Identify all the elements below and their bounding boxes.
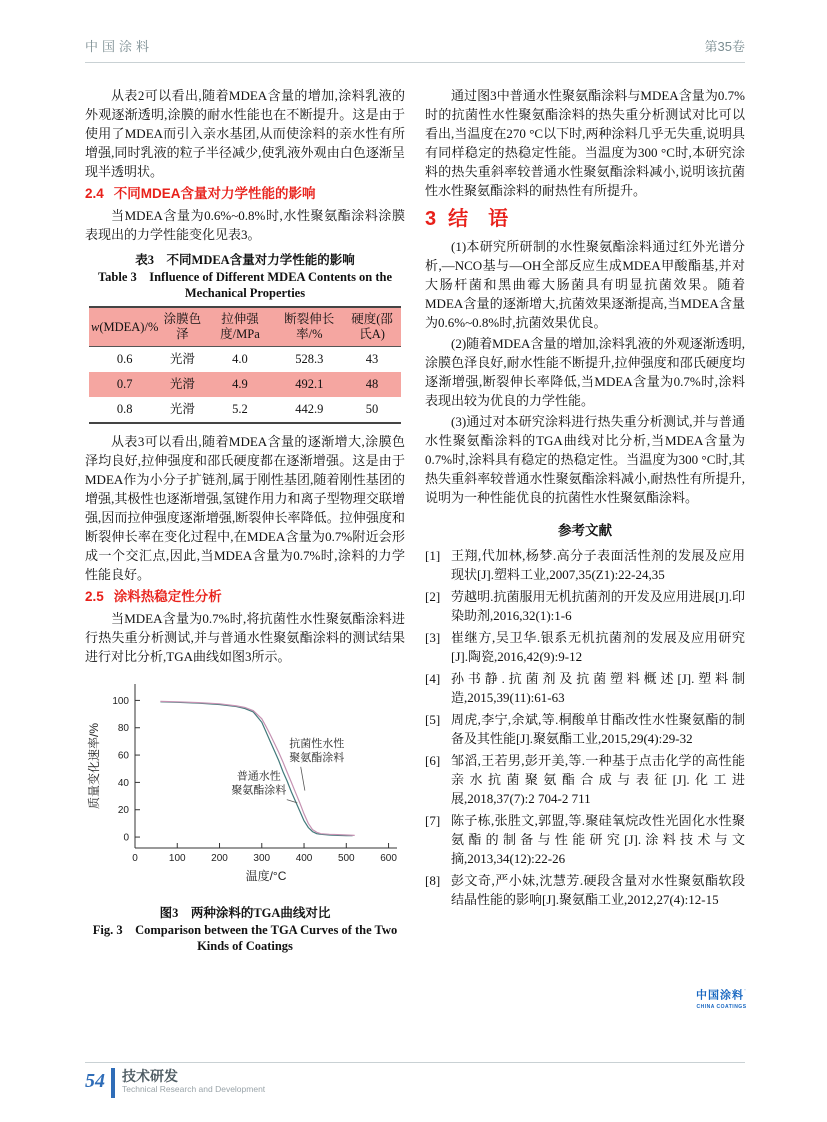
reference-number: [2] <box>425 589 441 604</box>
page-header <box>85 36 745 63</box>
table-header-cell: w(MDEA)/% <box>89 307 160 347</box>
table-cell: 43 <box>365 352 379 366</box>
reference-item <box>425 628 745 666</box>
page-footer <box>85 1068 265 1098</box>
x-tick-label: 400 <box>295 853 313 864</box>
footer-accent-bar <box>111 1068 115 1098</box>
x-tick-label: 100 <box>168 853 186 864</box>
x-axis-title: 温度/°C <box>245 869 287 883</box>
reference-text: 周虎,李宁,余斌,等.桐酸单甘酯改性水性聚氨酯的制备及其性能[J].聚氨酯工业,2015,29(4):29-32 <box>451 712 745 746</box>
annotation-label: 抗菌性水性 <box>289 737 345 750</box>
paragraph: 当MDEA含量为0.7%时,将抗菌性水性聚氨酯涂料进行热失重分析测试,并与普通水性聚氨酯涂料的测试结果进行对比分析,TGA曲线如图3所示。 <box>85 611 405 664</box>
table-cell: 0.7 <box>116 377 133 391</box>
table-row <box>89 347 401 373</box>
annotation-label: 聚氨酯涂料 <box>289 751 345 764</box>
paragraph: 当MDEA含量为0.6%~0.8%时,水性聚氨酯涂料涂膜表现出的力学性能变化见表3。 <box>85 208 405 242</box>
table-body <box>89 347 401 424</box>
paragraph: 通过图3中普通水性聚氨酯涂料与MDEA含量为0.7%时的抗菌性水性聚氨酯涂料的热失重分析测试对比可以看出,当温度在270 °C以下时,两种涂料几乎无失重,说明具有同样稳定的热稳定性能。当温度为300 °C时,本研究涂料的热失重斜率较普通水性聚氨酯涂料减小,说明该抗菌性水性聚氨酯涂料的耐热性有所提升。 <box>425 88 745 198</box>
table-cell: 0.6 <box>116 352 133 366</box>
table-header-cell: 断裂伸长率/% <box>276 307 344 347</box>
figure-caption-zh: 图3 两种涂料的TGA曲线对比 <box>159 906 331 920</box>
tga-chart-svg <box>85 672 405 898</box>
references-heading: 参考文献 <box>558 523 612 538</box>
reference-text: 劳越明.抗菌服用无机抗菌剂的开发及应用进展[J].印染助剂,2016,32(1):1-6 <box>451 589 745 623</box>
table-header-row <box>89 307 401 347</box>
reference-item <box>425 669 745 707</box>
x-tick-label: 0 <box>132 853 138 864</box>
reference-text: 彭文奇,严小妹,沈慧芳.硬段含量对水性聚氨酯软段结晶性能的影响[J].聚氨酯工业,2012,27(4):12-15 <box>451 873 745 907</box>
table-row <box>89 397 401 423</box>
x-tick-label: 200 <box>211 853 228 864</box>
reference-number: [4] <box>425 671 441 686</box>
annotation-label: 普通水性 <box>236 770 281 783</box>
y-axis-title: 质量变化速率/% <box>87 722 101 810</box>
x-tick-label: 500 <box>337 853 355 864</box>
footer-section-zh: 技术研发 <box>122 1068 178 1084</box>
table-cell: 光滑 <box>169 402 195 416</box>
table-cell: 48 <box>365 377 379 391</box>
right-column <box>425 86 745 954</box>
table-cell: 光滑 <box>169 377 195 391</box>
table-cell: 528.3 <box>295 352 324 366</box>
y-tick-label: 40 <box>117 777 129 789</box>
conclusion-2: (2)随着MDEA含量的增加,涂料乳液的外观逐渐透明,涂膜色泽良好,耐水性能不断提升,拉伸强度和邵氏硬度均逐渐增强,断裂伸长率降低,当MDEA含量为0.7%时,涂料表现出较为优良的力学性能。 <box>425 336 745 408</box>
footer-divider <box>85 1062 745 1063</box>
logo-zh: 中国涂料˙ <box>696 989 747 1002</box>
table-cell: 492.1 <box>295 377 324 391</box>
table-head <box>89 307 401 347</box>
series-普通水性聚氨酯涂料 <box>160 702 352 836</box>
reference-text: 陈子栋,张胜文,郭盟,等.聚硅氧烷改性光固化水性聚氨酯的制备与性能研究[J].涂料技术与文摘,2013,34(12):22-26 <box>451 813 745 866</box>
table-header-cell: 拉伸强度/MPa <box>204 307 275 347</box>
reference-text: 孙书静.抗菌剂及抗菌塑料概述[J].塑料制造,2015,39(11):61-63 <box>451 671 745 705</box>
table-cell: 0.8 <box>116 402 133 416</box>
y-tick-label: 80 <box>117 723 129 735</box>
page-number: 54 <box>85 1070 105 1092</box>
x-tick-label: 600 <box>380 853 397 864</box>
table-cell: 4.0 <box>232 352 248 366</box>
figure-caption-en: Fig. 3 Comparison between the TGA Curves of the Two Kinds of Coatings <box>92 923 398 953</box>
reference-number: [6] <box>425 753 441 768</box>
references-list <box>425 546 745 909</box>
reference-number: [7] <box>425 813 441 828</box>
reference-item <box>425 751 745 808</box>
reference-item <box>425 546 745 584</box>
reference-text: 王翔,代加林,杨梦.高分子表面活性剂的发展及应用现状[J].塑料工业,2007,35(Z1):22-24,35 <box>451 548 745 582</box>
reference-text: 崔继方,吴卫华.银系无机抗菌剂的发展及应用研究[J].陶瓷,2016,42(9):9-12 <box>451 630 745 664</box>
section-heading-2-5: 2.5 涂料热稳定性分析 <box>85 589 222 604</box>
paragraph: 从表3可以看出,随着MDEA含量的逐渐增大,涂膜色泽均良好,拉伸强度和邵氏硬度都在逐渐增强。这是由于MDEA作为小分子扩链剂,属于刚性基团,随着刚性基团的增强,其极性也逐渐增强,氢键作用力和离子型物理交联增强,因而拉伸强度逐渐增强,断裂伸长率降低。拉伸强度和断裂伸长率在变化过程中,在MDEA含量为0.7%附近会形成一个交汇点,因此,当MDEA含量为0.7%时,涂料的力学性能良好。 <box>85 434 405 582</box>
table-cell: 4.9 <box>232 377 248 391</box>
annotation-label: 聚氨酯涂料 <box>231 784 287 797</box>
x-tick-label: 300 <box>253 853 271 864</box>
logo-en: CHINA COATINGS <box>696 1003 747 1010</box>
y-tick-label: 20 <box>117 805 129 817</box>
table-cell: 光滑 <box>169 352 195 366</box>
table-header-cell: 硬度(邵氏A) <box>343 307 401 347</box>
reference-item <box>425 587 745 625</box>
table-header-cell: 涂膜色泽 <box>160 307 204 347</box>
y-tick-label: 0 <box>123 832 129 844</box>
y-tick-label: 60 <box>117 750 129 762</box>
reference-item <box>425 871 745 909</box>
reference-text: 邹滔,王若男,彭开美,等.一种基于点击化学的高性能亲水抗菌聚氨酯合成与表征[J].化工进展,2018,37(7):2 704-2 711 <box>451 753 745 806</box>
mechanical-properties-table <box>89 306 401 424</box>
section-heading-3: 3 结 语 <box>425 208 509 230</box>
volume-label: 第35卷 <box>704 39 745 54</box>
reference-number: [3] <box>425 630 441 645</box>
paragraph: 从表2可以看出,随着MDEA含量的增加,涂料乳液的外观逐渐透明,涂膜的耐水性能也在不断提升。这是由于使用了MDEA而引入亲水基团,从而使涂料的亲水性有所增强,同时乳液的粒子半径减少,使乳液外观由白色逐渐呈现半透明状。 <box>85 88 405 179</box>
table-cell: 50 <box>365 402 379 416</box>
table-cell: 442.9 <box>295 402 324 416</box>
table-caption-zh: 表3 不同MDEA含量对力学性能的影响 <box>135 253 355 267</box>
conclusion-3: (3)通过对本研究涂料进行热失重分析测试,并与普通水性聚氨酯涂料的TGA曲线对比分析,当MDEA含量为0.7%时,涂料具有稳定的热稳定性。当温度为300 °C时,其热失重斜率较普通水性聚氨酯涂料减小,耐热性有所提升,说明为一种性能优良的抗菌性水性聚氨酯涂料。 <box>425 414 745 505</box>
conclusion-1: (1)本研究所研制的水性聚氨酯涂料通过红外光谱分析,—NCO基与—OH全部反应生成MDEA甲酸酯基,并对大肠杆菌和黑曲霉大肠菌具有明显抗菌效果。随着MDEA含量的逐渐增大,抗菌效果逐渐提高,当MDEA含量为0.6%~0.8%时,抗菌效果优良。 <box>425 239 745 330</box>
two-column-body <box>85 86 745 954</box>
reference-number: [5] <box>425 712 441 727</box>
y-tick-label: 100 <box>112 695 129 707</box>
reference-number: [8] <box>425 873 441 888</box>
section-heading-2-4: 2.4 不同MDEA含量对力学性能的影响 <box>85 186 316 201</box>
footer-section <box>122 1068 265 1094</box>
annotation-leader <box>301 767 305 791</box>
reference-item <box>425 811 745 868</box>
table-row <box>89 372 401 397</box>
publisher-logo <box>696 988 747 1013</box>
table-cell: 5.2 <box>232 402 248 416</box>
reference-item <box>425 710 745 748</box>
left-column <box>85 86 405 954</box>
tga-chart <box>85 672 405 903</box>
series-抗菌性水性聚氨酯涂料 <box>160 701 354 835</box>
journal-name: 中国涂料 <box>85 39 154 54</box>
table-caption-en: Table 3 Influence of Different MDEA Contents on the Mechanical Properties <box>97 270 393 300</box>
footer-section-en: Technical Research and Development <box>122 1084 266 1094</box>
reference-number: [1] <box>425 548 441 563</box>
